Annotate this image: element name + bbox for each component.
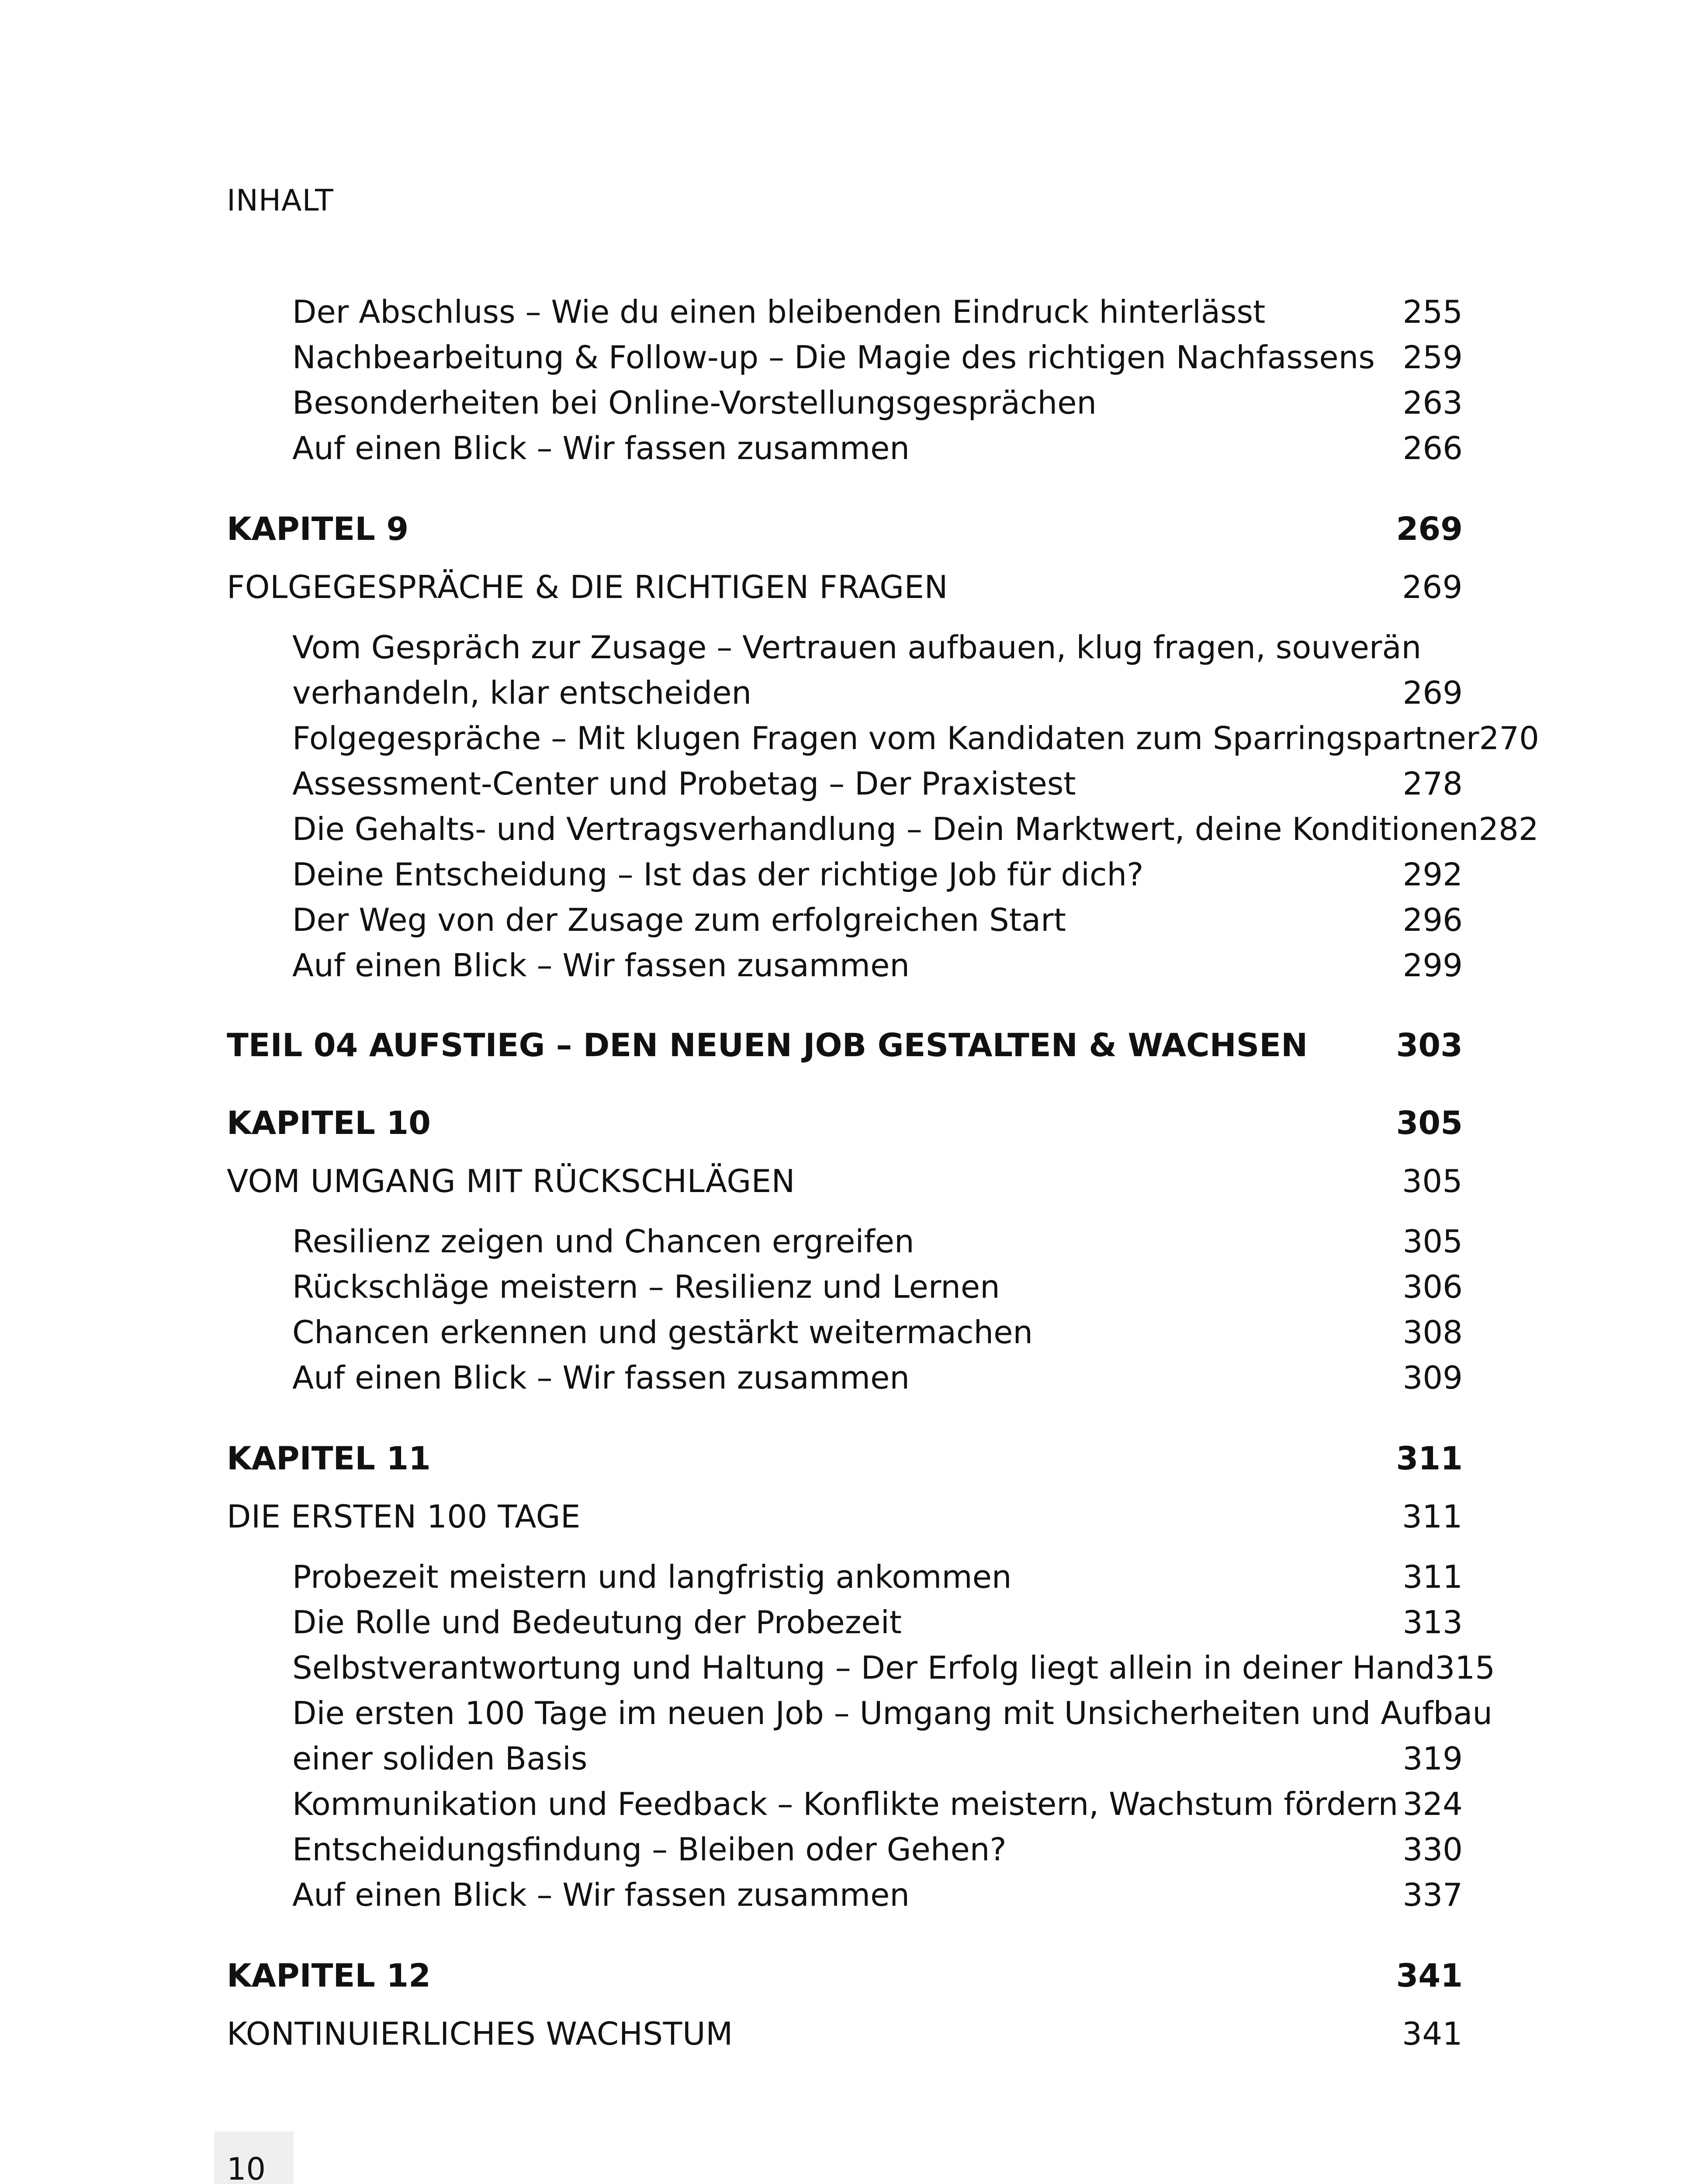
toc-entry-page: 341 — [1402, 2015, 1463, 2052]
toc-entry — [227, 943, 1463, 988]
toc-entry-page: 269 — [1402, 569, 1463, 605]
toc-entry-label: KAPITEL 10 — [227, 1105, 431, 1142]
toc-entry — [227, 1554, 1463, 1600]
toc-entry-page: 330 — [1402, 1831, 1463, 1868]
toc-chapter-heading — [227, 1436, 1463, 1482]
toc-entry-label: Kommunikation und Feedback – Konflikte meistern, Wachstum fördern — [292, 1786, 1398, 1822]
toc-entry-label: TEIL 04 AUFSTIEG – DEN NEUEN JOB GESTALTEN & WACHSEN — [227, 1027, 1308, 1064]
toc-entry-page: 324 — [1402, 1786, 1463, 1822]
toc-entry — [227, 1827, 1463, 1872]
toc-entry-label: Besonderheiten bei Online-Vorstellungsgesprächen — [292, 384, 1097, 421]
toc-section-heading — [227, 2011, 1463, 2056]
toc-entry-label: Resilienz zeigen und Chancen ergreifen — [292, 1223, 914, 1260]
toc-entry-label: Auf einen Blick – Wir fassen zusammen — [292, 1876, 910, 1913]
toc-entry — [227, 1781, 1463, 1827]
toc-entry-label: Deine Entscheidung – Ist das der richtige Job für dich? — [292, 856, 1144, 893]
toc-entry-page: 305 — [1402, 1163, 1463, 1199]
toc-entry-page: 269 — [1396, 511, 1463, 548]
toc-entry-label: Die ersten 100 Tage im neuen Job – Umgang mit Unsicherheiten und Aufbau — [292, 1695, 1493, 1731]
toc-chapter-heading — [227, 1023, 1463, 1068]
toc-entry-label: KONTINUIERLICHES WACHSTUM — [227, 2015, 733, 2052]
toc-entry-label: Folgegespräche – Mit klugen Fragen vom Kandidaten zum Sparringspartner — [292, 720, 1479, 757]
toc-entry-page: 266 — [1402, 430, 1463, 467]
running-header: INHALT — [227, 183, 334, 218]
toc-entry-label: Die Rolle und Bedeutung der Probezeit — [292, 1604, 902, 1641]
toc-entry-label: DIE ERSTEN 100 TAGE — [227, 1498, 581, 1535]
toc-chapter-heading — [227, 507, 1463, 552]
toc-entry-page: 303 — [1396, 1027, 1463, 1064]
toc-entry — [227, 1355, 1463, 1400]
toc-entry-page: 319 — [1402, 1740, 1463, 1777]
toc-entry-label: Auf einen Blick – Wir fassen zusammen — [292, 1359, 910, 1396]
toc-entry-page: 315 — [1435, 1649, 1495, 1686]
page-number: 10 — [227, 2151, 266, 2184]
toc-entry-page: 282 — [1478, 811, 1539, 847]
toc-entry-page: 337 — [1402, 1876, 1463, 1913]
toc-entry — [227, 897, 1463, 943]
toc-entry-page: 309 — [1402, 1359, 1463, 1396]
toc-entry-label-continued: verhandeln, klar entscheiden — [292, 674, 752, 711]
toc-entry-page: 311 — [1402, 1498, 1463, 1535]
toc-entry-label: Selbstverantwortung und Haltung – Der Erfolg liegt allein in deiner Hand — [292, 1649, 1435, 1686]
toc-entry-label: Nachbearbeitung & Follow-up – Die Magie des richtigen Nachfassens — [292, 339, 1375, 376]
toc-entry-page: 311 — [1396, 1440, 1463, 1477]
toc-entry — [227, 852, 1463, 897]
toc-entry-page: 269 — [1402, 674, 1463, 711]
toc-section-heading — [227, 564, 1463, 610]
toc-entry-page: 296 — [1402, 902, 1463, 938]
toc-entry-label-continued: einer soliden Basis — [292, 1740, 588, 1777]
toc-entry-page: 292 — [1402, 856, 1463, 893]
toc-entry-label: Chancen erkennen und gestärkt weitermachen — [292, 1314, 1033, 1351]
toc-entry — [227, 1219, 1463, 1264]
toc-entry-page: 255 — [1402, 294, 1463, 330]
toc-entry-page: 278 — [1402, 765, 1463, 802]
toc-entry — [227, 380, 1463, 425]
toc-entry-page: 263 — [1402, 384, 1463, 421]
toc-entry-label: Auf einen Blick – Wir fassen zusammen — [292, 430, 910, 467]
toc-entry-label: Der Abschluss – Wie du einen bleibenden Eindruck hinterlässt — [292, 294, 1266, 330]
toc-entry — [227, 425, 1463, 471]
toc-entry — [227, 625, 1463, 715]
toc-entry — [227, 1310, 1463, 1355]
toc-entry-page: 270 — [1479, 720, 1539, 757]
toc-entry — [227, 1872, 1463, 1918]
toc-entry-page: 341 — [1396, 1957, 1463, 1994]
toc-entry — [227, 806, 1539, 852]
toc-entry-label: KAPITEL 11 — [227, 1440, 431, 1477]
toc-entry-page: 259 — [1402, 339, 1463, 376]
toc-section-heading — [227, 1494, 1463, 1539]
toc-entry-page: 299 — [1402, 947, 1463, 984]
toc-entry — [227, 761, 1463, 806]
toc-entry-label: FOLGEGESPRÄCHE & DIE RICHTIGEN FRAGEN — [227, 569, 948, 605]
toc-entry-page: 311 — [1402, 1559, 1463, 1595]
toc-entry-label: Assessment-Center und Probetag – Der Praxistest — [292, 765, 1076, 802]
toc-entry-label: Die Gehalts- und Vertragsverhandlung – Dein Marktwert, deine Konditionen — [292, 811, 1479, 847]
toc-entry-page: 305 — [1402, 1223, 1463, 1260]
toc-entry-page: 305 — [1396, 1105, 1463, 1142]
toc-chapter-heading — [227, 1101, 1463, 1146]
toc-section-heading — [227, 1158, 1463, 1204]
toc-entry — [227, 1264, 1463, 1310]
toc-entry-page: 313 — [1402, 1604, 1463, 1641]
toc-entry — [227, 1645, 1495, 1690]
toc-entry-label: Rückschläge meistern – Resilienz und Lernen — [292, 1268, 1000, 1305]
toc-entry-label: KAPITEL 12 — [227, 1957, 431, 1994]
toc-entry-label: KAPITEL 9 — [227, 511, 409, 548]
toc-entry-page: 306 — [1402, 1268, 1463, 1305]
toc-chapter-heading — [227, 1953, 1463, 1999]
toc-entry — [227, 335, 1463, 380]
toc-entry — [227, 715, 1539, 761]
toc-entry-label: VOM UMGANG MIT RÜCKSCHLÄGEN — [227, 1163, 796, 1199]
toc-entry — [227, 1690, 1493, 1781]
toc-entry-label: Der Weg von der Zusage zum erfolgreichen Start — [292, 902, 1066, 938]
toc-entry-label: Auf einen Blick – Wir fassen zusammen — [292, 947, 910, 984]
toc-entry-page: 308 — [1402, 1314, 1463, 1351]
toc-entry-label: Probezeit meistern und langfristig ankommen — [292, 1559, 1012, 1595]
toc-entry — [227, 1600, 1463, 1645]
toc-entry-label: Vom Gespräch zur Zusage – Vertrauen aufbauen, klug fragen, souverän — [292, 629, 1422, 666]
toc-entry — [227, 289, 1463, 335]
toc-entry-label: Entscheidungsfindung – Bleiben oder Gehen? — [292, 1831, 1007, 1868]
